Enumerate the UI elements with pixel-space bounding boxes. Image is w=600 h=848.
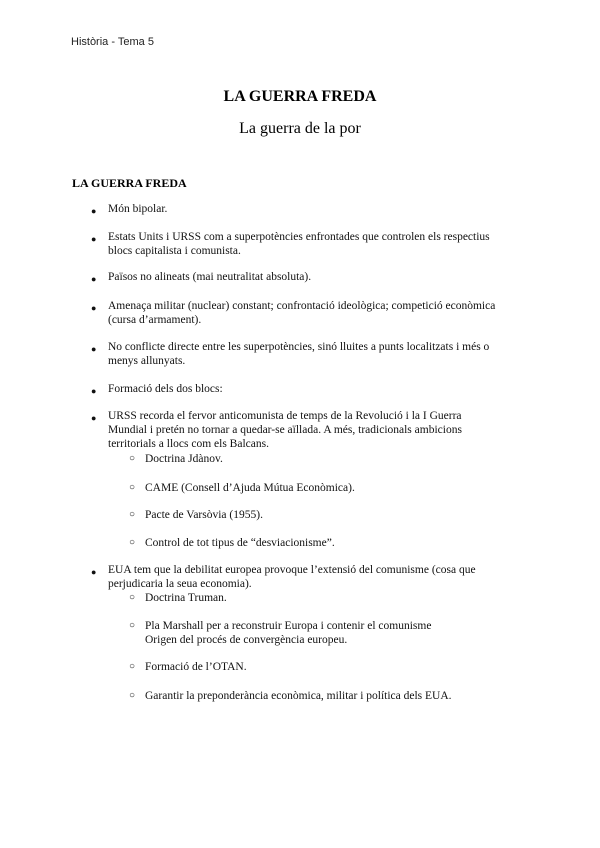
document-title: LA GUERRA FREDA <box>223 88 377 105</box>
circle-bullet-icon: ○ <box>129 509 136 520</box>
sub-list-item-text: Pla Marshall per a reconstruir Europa i contenir el comunisme <box>145 620 432 632</box>
list-item-text: perjudicaria la seua economia). <box>108 578 252 590</box>
sub-list-item <box>145 660 525 674</box>
bullet-icon: ● <box>91 206 97 216</box>
circle-bullet-icon: ○ <box>129 690 136 701</box>
sub-list-item: Pacte de Varsòvia (1955). <box>145 509 263 521</box>
list-item-text: No conflicte directe entre les superpotències, sinó lluites a punts localitzats i més o <box>108 341 490 353</box>
list-item-text: Món bipolar. <box>108 203 168 215</box>
list-item-text: menys allunyats. <box>108 355 186 367</box>
circle-bullet-icon: ○ <box>129 592 136 603</box>
bullet-icon: ● <box>91 413 97 423</box>
list-item-text: URSS recorda el fervor anticomunista de temps de la Revolució i la I Guerra <box>108 410 462 422</box>
list-item-text: Estats Units i URSS com a superpotències enfrontades que controlen els respectius <box>108 231 490 243</box>
list-item-text: EUA tem que la debilitat europea provoque l’extensió del comunisme (cosa que <box>108 564 476 576</box>
list-item <box>108 409 528 451</box>
list-item <box>108 299 528 327</box>
list-item-text: (cursa d’armament). <box>108 314 202 326</box>
circle-bullet-icon: ○ <box>129 620 136 631</box>
list-item <box>108 202 528 216</box>
sub-list-item <box>145 619 525 647</box>
sub-list-item: Control de tot tipus de “desviacionisme”. <box>145 537 335 549</box>
bullet-icon: ● <box>91 303 97 313</box>
bullet-icon: ● <box>91 234 97 244</box>
list-item <box>108 270 528 284</box>
sub-list-item: CAME (Consell d’Ajuda Mútua Econòmica). <box>145 482 355 494</box>
list-item-text: Formació dels dos blocs: <box>108 383 223 395</box>
sub-list-item <box>145 689 525 703</box>
bullet-icon: ● <box>91 386 97 396</box>
sub-list-item-text: Formació de l’OTAN. <box>145 661 247 673</box>
circle-bullet-icon: ○ <box>129 453 136 464</box>
list-item-text: territorials a llocs com els Balcans. <box>108 438 269 450</box>
circle-bullet-icon: ○ <box>129 661 136 672</box>
list-item-text: Països no alineats (mai neutralitat absoluta). <box>108 271 312 283</box>
list-item <box>108 563 528 591</box>
circle-bullet-icon: ○ <box>129 537 136 548</box>
bullet-icon: ● <box>91 567 97 577</box>
sub-list-item-text: Garantir la preponderància econòmica, militar i política dels EUA. <box>145 690 452 702</box>
circle-bullet-icon: ○ <box>129 482 136 493</box>
sub-list-item: Doctrina Jdànov. <box>145 453 223 465</box>
bullet-icon: ● <box>91 344 97 354</box>
document-subtitle: La guerra de la por <box>239 120 361 137</box>
list-item-text: Amenaça militar (nuclear) constant; confrontació ideològica; competició econòmica <box>108 300 496 312</box>
sub-list-item-text: Origen del procés de convergència europeu. <box>145 634 348 646</box>
list-item-text: blocs capitalista i comunista. <box>108 245 241 257</box>
sub-list-item-text: Doctrina Truman. <box>145 592 227 604</box>
section-heading: LA GUERRA FREDA <box>72 176 187 190</box>
sub-list-item <box>145 591 525 605</box>
list-item <box>108 230 528 258</box>
bullet-icon: ● <box>91 274 97 284</box>
list-item <box>108 340 528 368</box>
list-item <box>108 382 528 396</box>
list-item-text: Mundial i pretén no tornar a quedar-se aïllada. A més, tradicionals ambicions <box>108 424 462 436</box>
page-header: Història - Tema 5 <box>71 36 154 48</box>
